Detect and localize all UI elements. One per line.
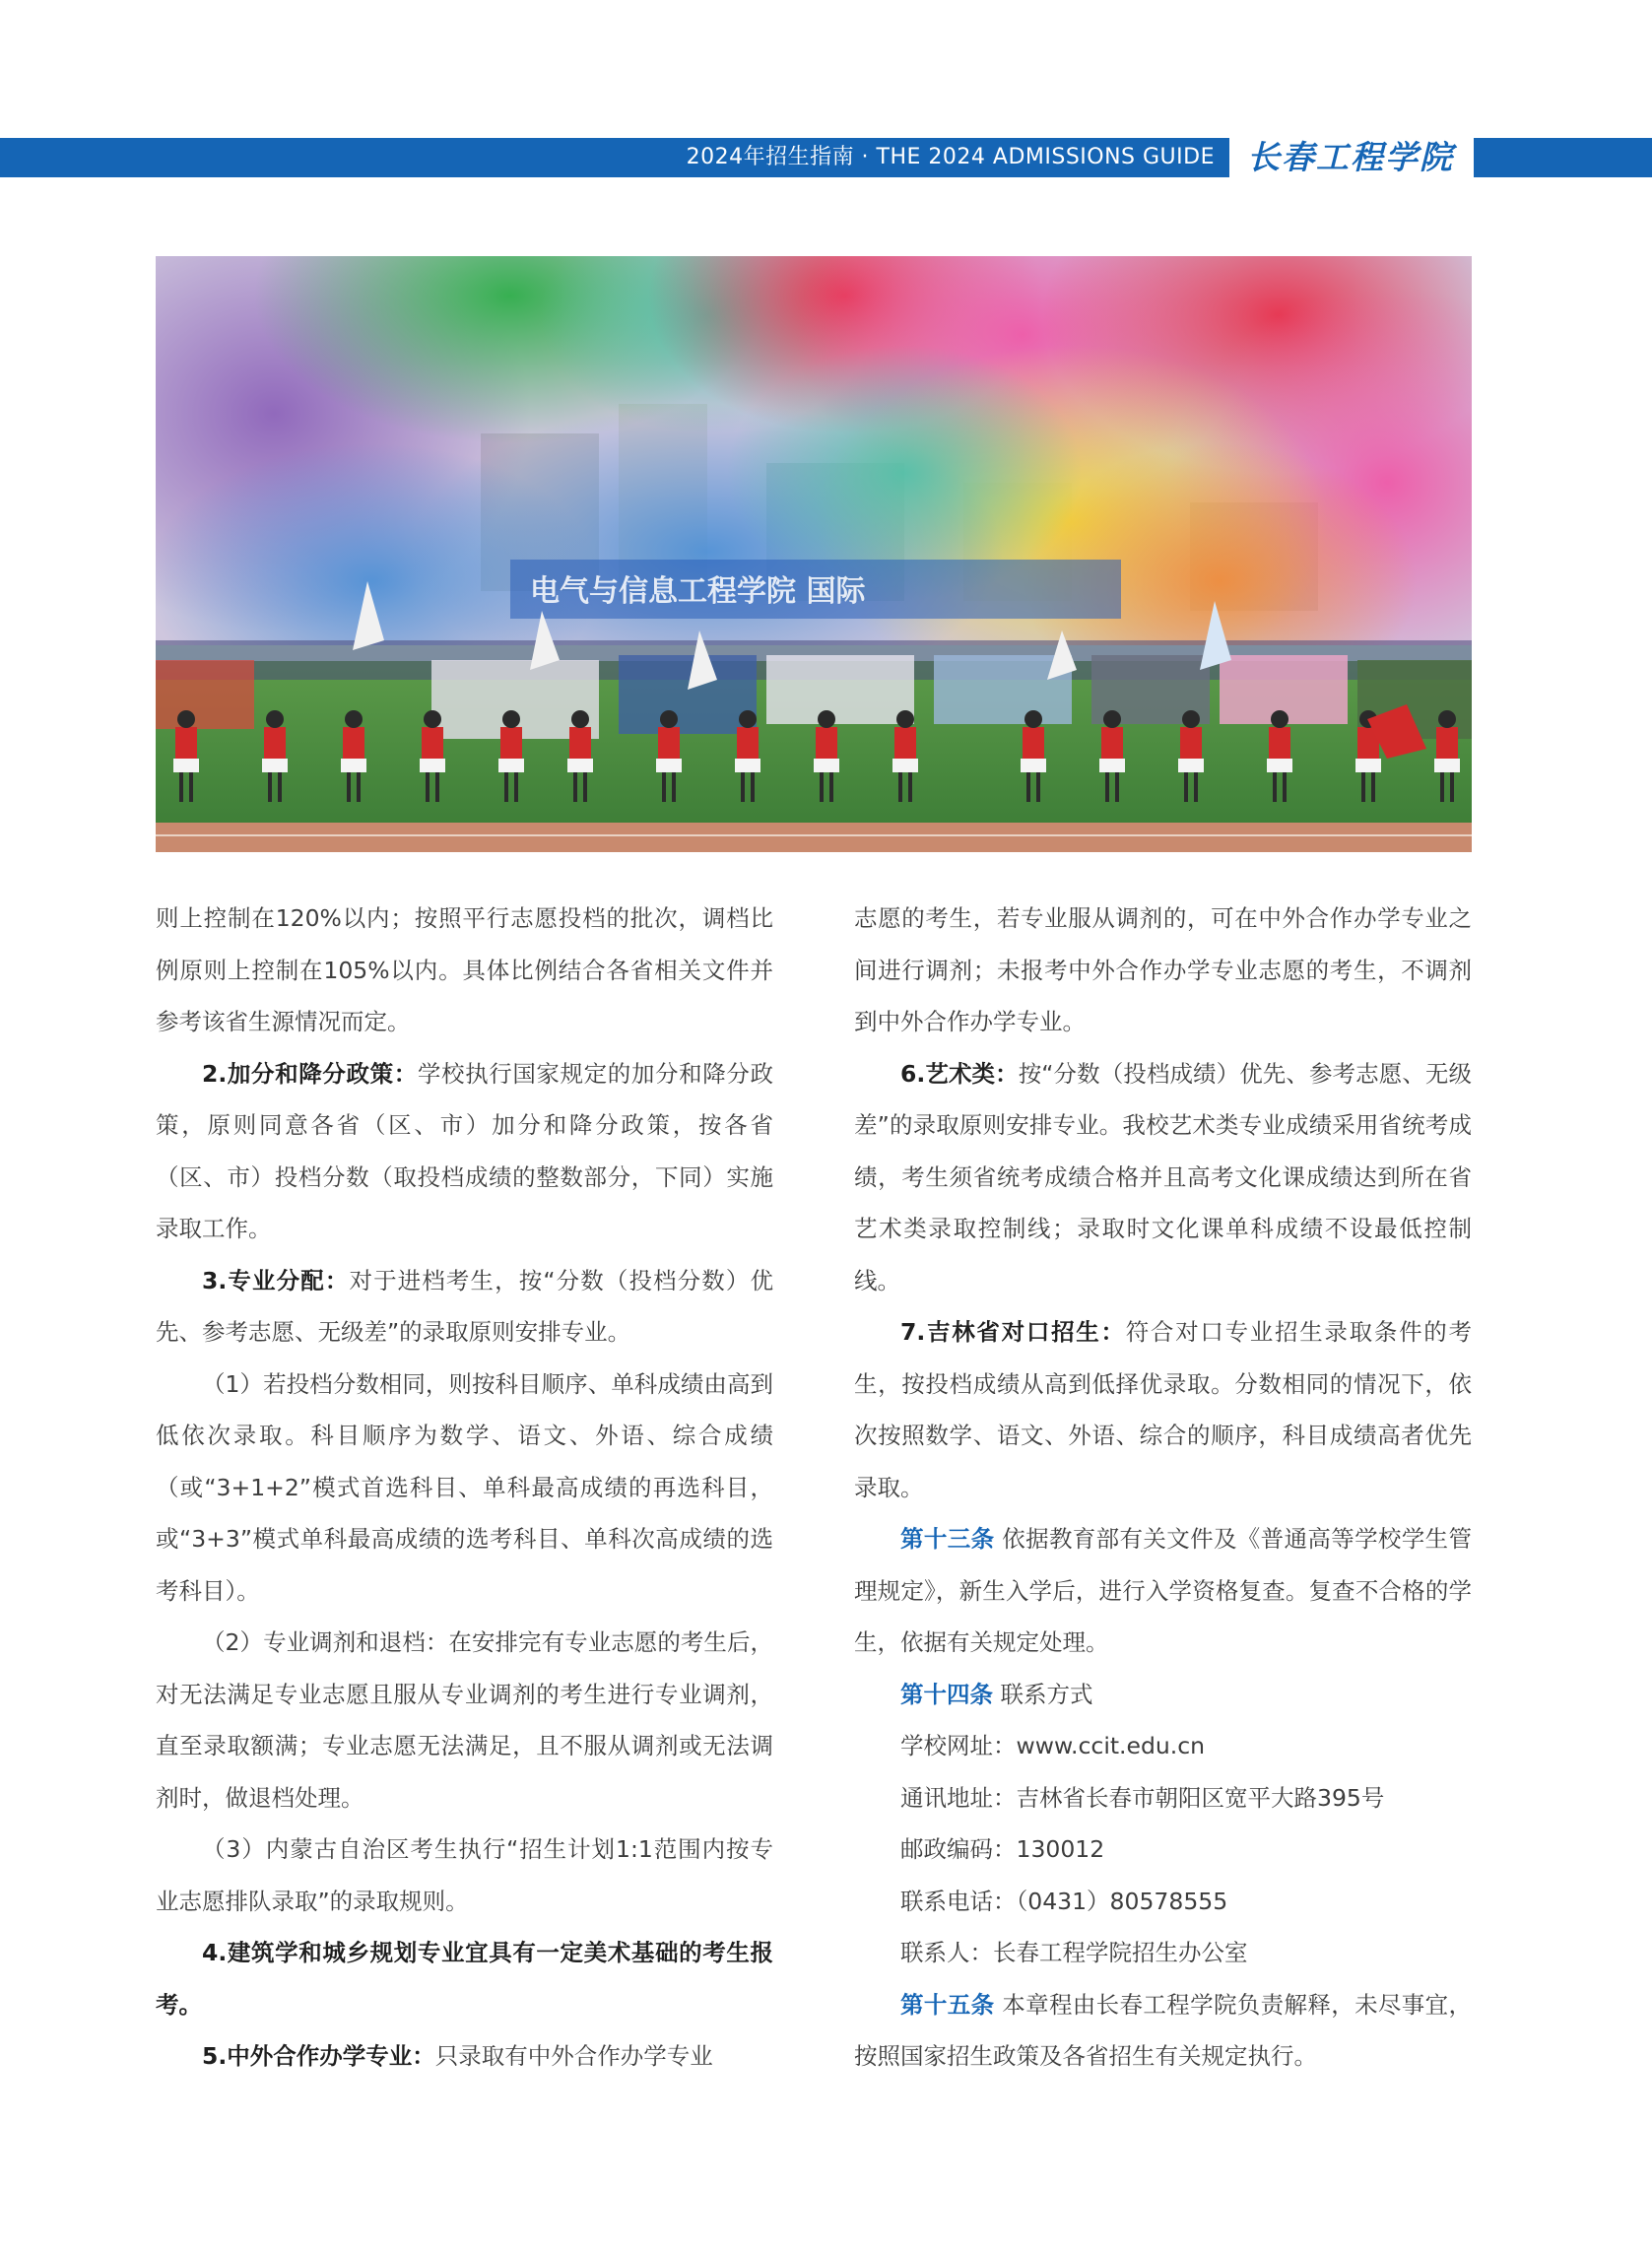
paragraph-article-13 <box>854 1513 1472 1669</box>
text-jilin: 符合对口专业招生录取条件的考生，按投档成绩从高到低择优录取。分数相同的情况下，依次按照数学、语文、外语、综合的顺序，科目成绩高者优先录取。 <box>854 1318 1473 1501</box>
article-14-label: 第十四条 <box>900 1680 993 1708</box>
contact-address: 通讯地址：吉林省长春市朝阳区宽平大路395号 <box>900 1783 1385 1812</box>
paragraph-art <box>854 1048 1472 1307</box>
paragraph-joint-program <box>156 2030 773 2083</box>
ceremony-photo-art <box>156 256 1472 852</box>
article-13-text: 依据教育部有关文件及《普通高等学校学生管理规定》，新生入学后，进行入学资格复查。复查不合格的学生，依据有关规定处理。 <box>854 1525 1472 1656</box>
text-joint-program: 只录取有中外合作办学专业 <box>434 2042 713 2070</box>
heading-joint-program: 5.中外合作办学专业： <box>202 2042 435 2070</box>
header-bar <box>0 138 1652 177</box>
paragraph-article-15 <box>854 1979 1472 2083</box>
text-bonus-policy: 学校执行国家规定的加分和降分政策，原则同意各省（区、市）加分和降分政策，按各省（区、市）投档分数（取投档成绩的整数部分，下同）实施录取工作。 <box>156 1059 773 1242</box>
school-logo: 长春工程学院 <box>1247 138 1454 176</box>
right-column <box>854 893 1472 2083</box>
contact-website: 学校网址：www.ccit.edu.cn <box>900 1732 1206 1759</box>
paragraph-jilin <box>854 1306 1472 1513</box>
contact-person: 联系人：长春工程学院招生办公室 <box>900 1939 1248 1966</box>
ceremony-photo <box>156 256 1472 852</box>
left-column <box>156 893 773 2083</box>
article-15-text: 本章程由长春工程学院负责解释，未尽事宜，按照国家招生政策及各省招生有关规定执行。 <box>854 1990 1472 2070</box>
paragraph-major-allocation <box>156 1255 773 1359</box>
paragraph-bonus-policy <box>156 1048 773 1255</box>
heading-major-allocation: 3.专业分配： <box>202 1266 350 1294</box>
paragraph-ratio: 则上控制在120%以内；按照平行志愿投档的批次，调档比例原则上控制在105%以内。具体比例结合各省相关文件并参考该省生源情况而定。 <box>156 904 773 1035</box>
paragraph-inner-mongolia: （3）内蒙古自治区考生执行“招生计划1:1范围内按专业志愿排队录取”的录取规则。 <box>156 1835 773 1915</box>
article-13-label: 第十三条 <box>900 1525 995 1553</box>
paragraph-article-14 <box>854 1669 1472 1721</box>
article-14-text: 联系方式 <box>993 1680 1093 1708</box>
paragraph-architecture: 4.建筑学和城乡规划专业宜具有一定美术基础的考生报考。 <box>156 1939 773 2019</box>
heading-art: 6.艺术类： <box>900 1059 1019 1088</box>
photo-banner-text: 电气与信息工程学院 国际 <box>530 574 866 609</box>
guide-title: 2024年招生指南 · THE 2024 ADMISSIONS GUIDE <box>686 145 1215 169</box>
contact-postcode: 邮政编码：130012 <box>900 1835 1105 1863</box>
paragraph-same-score: （1）若投档分数相同，则按科目顺序、单科成绩由高到低依次录取。科目顺序为数学、语文、外语、综合成绩（或“3+1+2”模式首选科目、单科最高成绩的再选科目，或“3+3”模式单科最高成绩的选考科目、单科次高成绩的选考科目）。 <box>156 1369 773 1605</box>
contact-phone: 联系电话：（0431）80578555 <box>900 1887 1228 1915</box>
article-15-label: 第十五条 <box>900 1990 995 2019</box>
text-major-allocation: 对于进档考生，按“分数（投档分数）优先、参考志愿、无级差”的录取原则安排专业。 <box>156 1266 773 1346</box>
paragraph-joint-program-cont: 志愿的考生，若专业服从调剂的，可在中外合作办学专业之间进行调剂；未报考中外合作办学专业志愿的考生，不调剂到中外合作办学专业。 <box>854 904 1472 1035</box>
heading-bonus-policy: 2.加分和降分政策： <box>202 1059 418 1088</box>
text-art: 按“分数（投档成绩）优先、参考志愿、无级差”的录取原则安排专业。我校艺术类专业成绩采用省统考成绩，考生须省统考成绩合格并且高考文化课成绩达到所在省艺术类录取控制线；录取时文化课单科成绩不设最低控制线。 <box>854 1059 1472 1294</box>
heading-jilin: 7.吉林省对口招生： <box>900 1318 1126 1346</box>
paragraph-adjustment: （2）专业调剂和退档：在安排完有专业志愿的考生后，对无法满足专业志愿且服从专业调剂的考生进行专业调剂，直至录取额满；专业志愿无法满足，且不服从调剂或无法调剂时，做退档处理。 <box>156 1628 773 1812</box>
